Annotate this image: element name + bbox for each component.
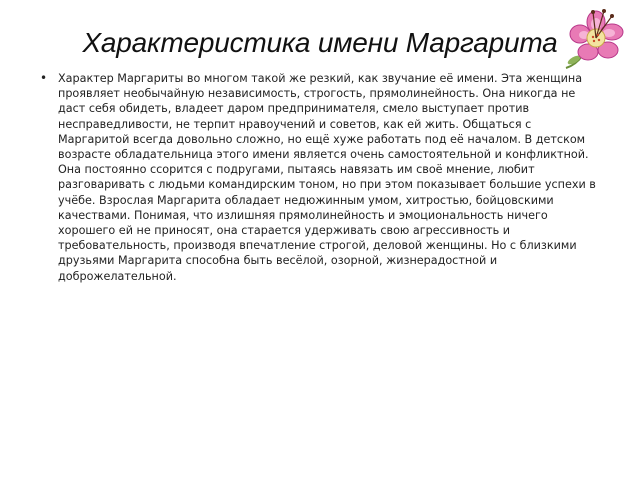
body-paragraph: Характер Маргариты во многом такой же резкий, как звучание её имени. Эта женщина проявляет необычайную независимость, строгость, прямолинейность. Она никогда не даст себя обидеть, владеет даром предпринимателя, смело выступает против несправедливости, не терпит нравоучений и советов, как ей жить. Общаться с Маргаритой всегда довольно сложно, но ещё хуже работать под её началом. В детском возрасте обладательница этого имени является очень самостоятельной и конфликтной. Она постоянно ссорится с подругами, пытаясь навязать им своё мнение, любит разговаривать с людьми командирским тоном, но при этом показывает большие успехи в учёбе. Взрослая Маргарита обладает недюжинным умом, хитростью, бойцовскими качествами. Понимая, что излишняя прямолинейность и эмоциональность ничего хорошего ей не приносят, она старается удерживать свою агрессивность и требовательность, производя впечатление строгой, деловой женщины. Но с близкими друзьями Маргарита способна быть весёлой, озорной, жизнерадостной и доброжелательной. (58, 72, 596, 283)
bullet-point: • (40, 71, 48, 85)
content-block (40, 71, 600, 284)
flower-icon (560, 6, 632, 70)
slide-title: Характеристика имени Маргарита (82, 27, 558, 58)
